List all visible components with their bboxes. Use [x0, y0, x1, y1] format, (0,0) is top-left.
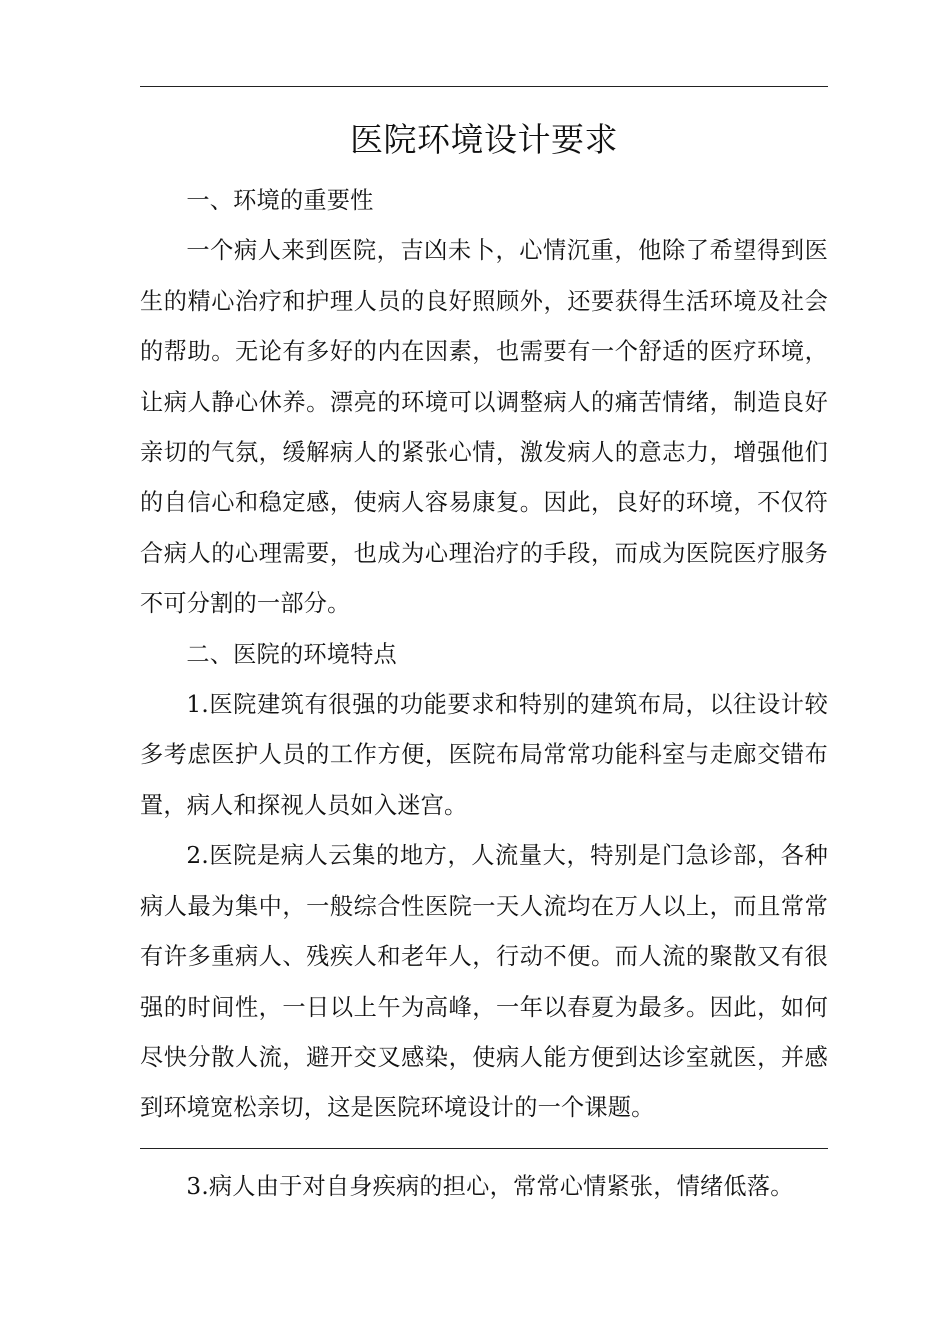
- paragraph-point-3: 3.病人由于对自身疾病的担心，常常心情紧张，情绪低落。: [186, 1173, 794, 1200]
- top-rule: [140, 86, 828, 87]
- section-heading-characteristics: 二、医院的环境特点: [186, 640, 397, 668]
- paragraph-point-2: 2.医院是病人云集的地方，人流量大，特别是门急诊部，各种病人最为集中，一般综合性医院一天人流均在万人以上，而且常常有许多重病人、残疾人和老年人，行动不便。而人流的聚散又有很强的时间性，一日以上午为高峰，一年以春夏为最多。因此，如何尽快分散人流，避开交叉感染，使病人能方便到达诊室就医，并感到环境宽松亲切，这是医院环境设计的一个课题。: [140, 842, 828, 1122]
- page-break-rule: [140, 1148, 828, 1149]
- document-body: [140, 176, 828, 1134]
- document-title: 医院环境设计要求: [350, 120, 618, 159]
- paragraph-importance: 一个病人来到医院，吉凶未卜，心情沉重，他除了希望得到医生的精心治疗和护理人员的良好照顾外，还要获得生活环境及社会的帮助。无论有多好的内在因素，也需要有一个舒适的医疗环境，让病人静心休养。漂亮的环境可以调整病人的痛苦情绪，制造良好亲切的气氛，缓解病人的紧张心情，激发病人的意志力，增强他们的自信心和稳定感，使病人容易康复。因此，良好的环境，不仅符合病人的心理需要，也成为心理治疗的手段，而成为医院医疗服务不可分割的一部分。: [140, 237, 828, 618]
- paragraph-point-1: 1.医院建筑有很强的功能要求和特别的建筑布局，以往设计较多考虑医护人员的工作方便，医院布局常常功能科室与走廊交错布置，病人和探视人员如入迷宫。: [140, 691, 828, 819]
- next-page-body: [140, 1162, 828, 1212]
- section-heading-importance: 一、环境的重要性: [186, 187, 374, 214]
